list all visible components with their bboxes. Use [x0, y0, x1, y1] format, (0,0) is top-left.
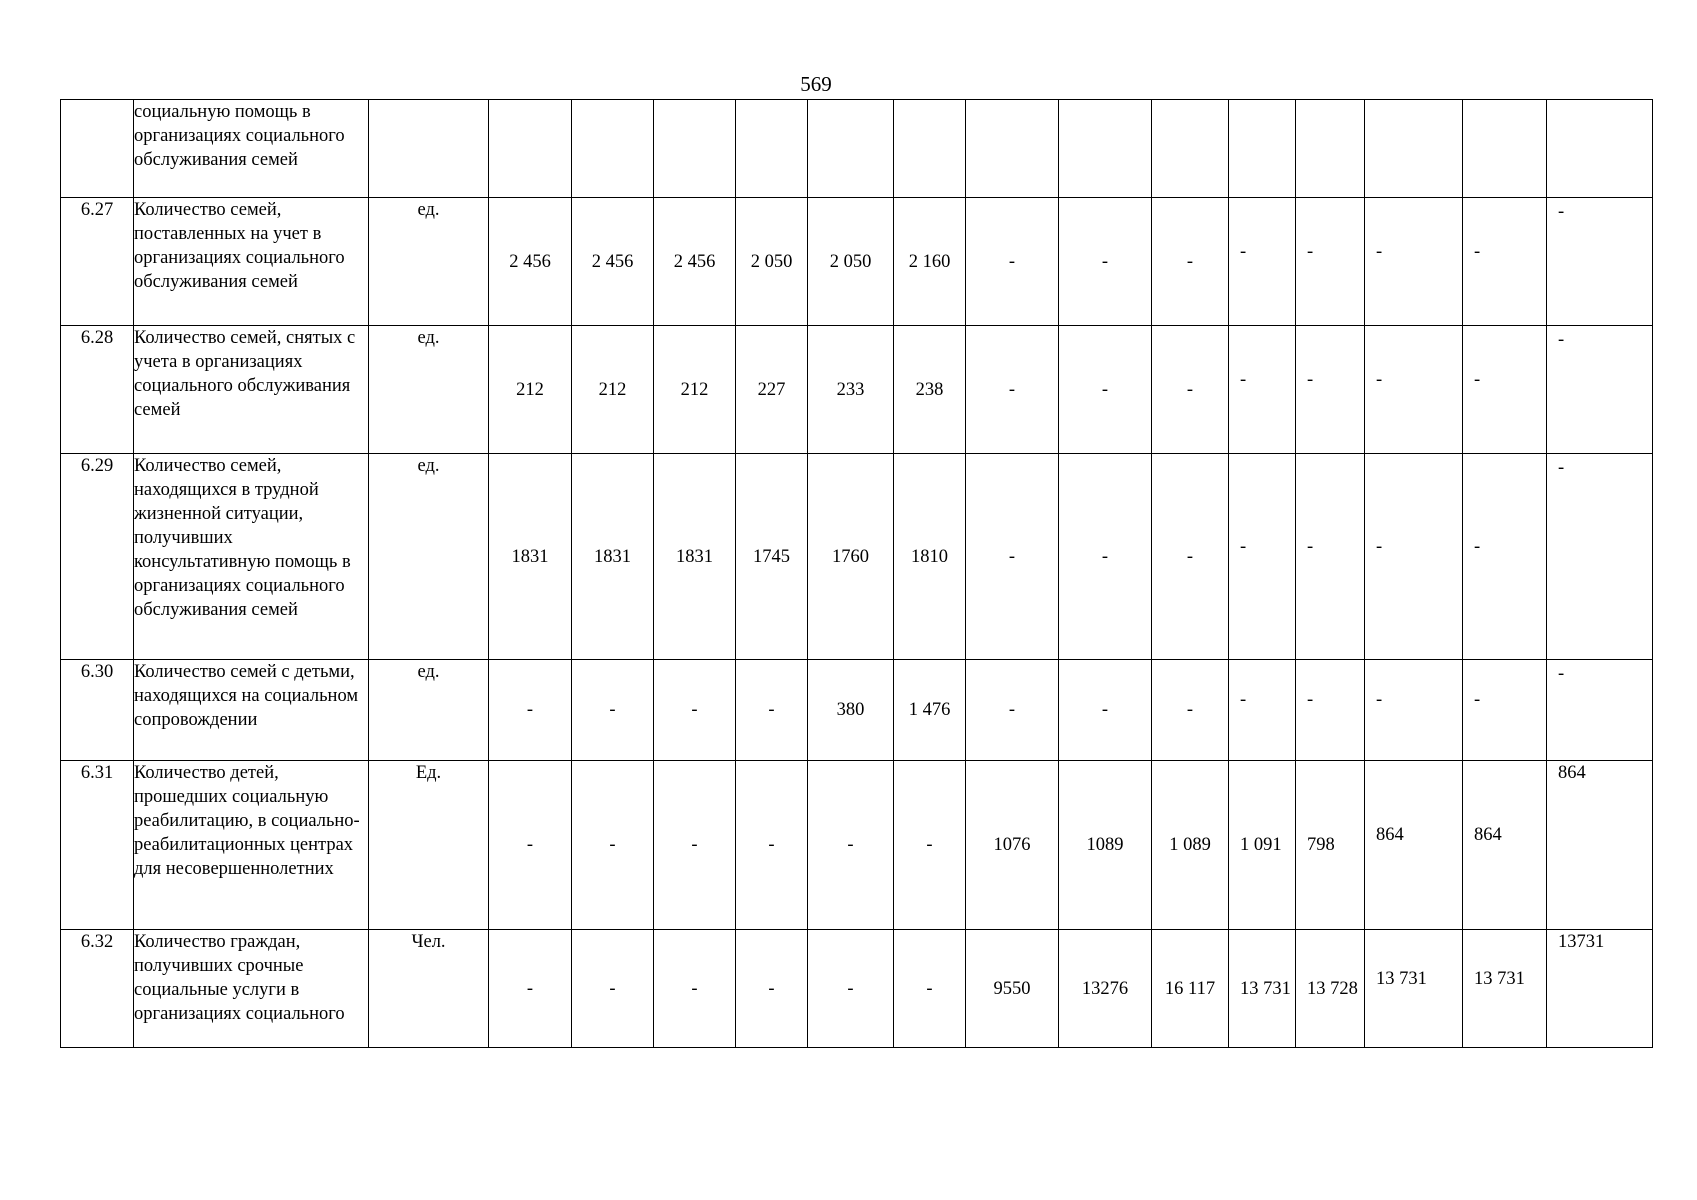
value-text: -: [1307, 536, 1314, 557]
value-cell: [654, 198, 736, 326]
indicator-name: Количество семей, поставленных на учет в организациях социального обслуживания семей: [134, 198, 369, 326]
value-text: 212: [598, 379, 627, 400]
value-cell: [1229, 326, 1296, 454]
value-cell: [654, 100, 736, 198]
value-text: -: [1376, 536, 1383, 557]
value-cell: [736, 100, 808, 198]
value-text: -: [609, 835, 616, 855]
value-cell: [572, 660, 654, 761]
table-row: [61, 660, 1653, 761]
value-text: 2 456: [673, 251, 716, 272]
value-text: -: [1008, 700, 1016, 720]
value-cell: [966, 761, 1059, 930]
value-cell: [1547, 454, 1653, 660]
value-text: -: [768, 978, 775, 999]
value-cell: [894, 930, 966, 1048]
value-text: -: [1101, 546, 1109, 567]
value-text: 1 476: [908, 700, 951, 720]
value-cell: [1463, 326, 1547, 454]
value-text: -: [1307, 690, 1314, 710]
value-text: 2 050: [750, 251, 793, 272]
value-text: -: [1376, 690, 1383, 710]
indicator-name: Количество семей, снятых с учета в организациях социального обслуживания семей: [134, 326, 369, 454]
table-row: [61, 326, 1653, 454]
value-cell: [1547, 930, 1653, 1048]
value-cell: [489, 454, 572, 660]
row-number: [61, 100, 134, 198]
value-text: -: [1558, 458, 1565, 478]
value-text: 13 731: [1474, 968, 1525, 989]
value-text: 864: [1474, 825, 1502, 845]
value-cell: [1229, 100, 1296, 198]
value-cell: [654, 660, 736, 761]
value-cell: [1296, 326, 1365, 454]
row-number: 6.29: [61, 454, 134, 660]
row-number: 6.30: [61, 660, 134, 761]
value-cell: [1152, 326, 1229, 454]
row-number: 6.27: [61, 198, 134, 326]
value-cell: [966, 454, 1059, 660]
unit-cell: ед.: [369, 454, 489, 660]
value-cell: [1547, 326, 1653, 454]
value-text: 2 456: [591, 251, 634, 272]
value-text: -: [1008, 251, 1016, 272]
unit-cell: [369, 100, 489, 198]
indicator-name: Количество семей с детьми, находящихся на социальном сопровождении: [134, 660, 369, 761]
value-text: -: [847, 835, 854, 855]
row-number: 6.32: [61, 930, 134, 1048]
value-text: -: [1186, 546, 1194, 567]
value-cell: [736, 660, 808, 761]
value-cell: [808, 454, 894, 660]
value-text: 1 089: [1169, 835, 1211, 855]
value-cell: [1059, 454, 1152, 660]
value-text: -: [1558, 330, 1565, 350]
unit-cell: Ед.: [369, 761, 489, 930]
value-cell: [894, 100, 966, 198]
value-text: -: [1008, 379, 1016, 400]
value-text: -: [1474, 369, 1481, 390]
value-cell: [1365, 930, 1463, 1048]
value-text: -: [1101, 251, 1109, 272]
value-text: 2 050: [829, 251, 872, 272]
indicator-name: Количество семей, находящихся в трудной жизненной ситуации, получивших консультативную помощь в организациях социального обслуживания семей: [134, 454, 369, 660]
value-cell: [1463, 198, 1547, 326]
value-cell: [736, 930, 808, 1048]
value-cell: [1463, 930, 1547, 1048]
value-cell: [1152, 930, 1229, 1048]
value-cell: [489, 100, 572, 198]
value-text: 238: [915, 379, 944, 400]
value-text: 13 731: [1376, 968, 1427, 989]
indicator-name: Количество граждан, получивших срочные социальные услуги в организациях социального: [134, 930, 369, 1048]
value-text: 13 731: [1240, 978, 1291, 999]
value-text: 16 117: [1164, 978, 1216, 999]
value-cell: [1059, 100, 1152, 198]
value-text: -: [1474, 241, 1481, 262]
value-text: -: [691, 835, 698, 855]
value-cell: [1229, 660, 1296, 761]
table-row: [61, 761, 1653, 930]
value-text: -: [768, 700, 775, 720]
value-cell: [1229, 930, 1296, 1048]
value-cell: [1296, 930, 1365, 1048]
value-cell: [1152, 454, 1229, 660]
table-row: [61, 454, 1653, 660]
value-text: -: [926, 835, 933, 855]
value-cell: [1059, 326, 1152, 454]
value-cell: [1296, 454, 1365, 660]
unit-cell: ед.: [369, 660, 489, 761]
value-text: 2 160: [908, 251, 951, 272]
value-text: 13276: [1081, 978, 1129, 999]
value-cell: [1059, 930, 1152, 1048]
value-cell: [489, 660, 572, 761]
value-cell: [1059, 761, 1152, 930]
value-cell: [894, 761, 966, 930]
value-cell: [894, 198, 966, 326]
value-text: -: [526, 835, 534, 855]
value-cell: [572, 930, 654, 1048]
value-cell: [966, 326, 1059, 454]
row-number: 6.31: [61, 761, 134, 930]
value-text: 1760: [832, 546, 869, 567]
value-cell: [572, 326, 654, 454]
value-cell: [572, 198, 654, 326]
value-text: -: [1240, 690, 1247, 710]
value-text: 798: [1307, 835, 1335, 855]
value-text: -: [1240, 241, 1247, 262]
value-text: -: [691, 978, 698, 999]
value-cell: [1229, 761, 1296, 930]
value-cell: [1152, 100, 1229, 198]
value-cell: [966, 100, 1059, 198]
value-cell: [808, 930, 894, 1048]
value-text: -: [768, 835, 775, 855]
value-text: 212: [680, 379, 709, 400]
value-text: -: [1307, 241, 1314, 262]
value-text: -: [1240, 536, 1247, 557]
unit-cell: ед.: [369, 198, 489, 326]
value-cell: [1152, 761, 1229, 930]
value-cell: [736, 198, 808, 326]
value-cell: [1463, 100, 1547, 198]
value-cell: [966, 930, 1059, 1048]
value-cell: [1229, 198, 1296, 326]
value-cell: [1296, 100, 1365, 198]
value-text: -: [526, 978, 534, 999]
value-cell: [808, 660, 894, 761]
value-cell: [1365, 761, 1463, 930]
value-text: 864: [1376, 825, 1404, 845]
value-cell: [572, 100, 654, 198]
value-cell: [654, 454, 736, 660]
value-cell: [572, 761, 654, 930]
value-text: 1 091: [1240, 835, 1282, 855]
value-cell: [808, 100, 894, 198]
value-text: -: [1376, 369, 1383, 390]
value-text: 1076: [993, 835, 1031, 855]
value-cell: [736, 761, 808, 930]
value-text: -: [1101, 379, 1109, 400]
value-text: 227: [757, 379, 786, 400]
value-cell: [654, 930, 736, 1048]
value-text: -: [1186, 379, 1194, 400]
page-number: 569: [800, 72, 832, 96]
value-cell: [736, 326, 808, 454]
value-text: 1831: [594, 546, 631, 567]
table-row: [61, 198, 1653, 326]
value-cell: [1463, 454, 1547, 660]
value-text: -: [609, 978, 616, 999]
value-cell: [1152, 198, 1229, 326]
value-cell: [1547, 198, 1653, 326]
indicator-name: социальную помощь в организациях социального обслуживания семей: [134, 100, 369, 198]
value-text: -: [691, 700, 698, 720]
value-text: -: [526, 700, 534, 720]
value-cell: [894, 660, 966, 761]
value-text: -: [1307, 369, 1314, 390]
value-text: -: [1186, 251, 1194, 272]
value-cell: [1463, 761, 1547, 930]
value-cell: [1547, 761, 1653, 930]
value-text: -: [1008, 546, 1016, 567]
value-cell: [1296, 660, 1365, 761]
row-number: 6.28: [61, 326, 134, 454]
value-cell: [1365, 326, 1463, 454]
value-text: 864: [1558, 763, 1586, 783]
value-cell: [808, 761, 894, 930]
value-text: 9550: [993, 978, 1031, 999]
value-text: -: [926, 978, 933, 999]
value-cell: [1152, 660, 1229, 761]
value-text: -: [1186, 700, 1194, 720]
value-cell: [1296, 198, 1365, 326]
value-text: 13731: [1558, 932, 1605, 952]
value-text: -: [1101, 700, 1109, 720]
value-cell: [1229, 454, 1296, 660]
value-text: -: [1474, 690, 1481, 710]
value-cell: [1365, 660, 1463, 761]
value-cell: [654, 761, 736, 930]
value-text: 13 728: [1307, 978, 1358, 999]
value-cell: [894, 326, 966, 454]
value-text: -: [847, 978, 854, 999]
value-text: 1831: [676, 546, 713, 567]
value-cell: [1463, 660, 1547, 761]
value-text: -: [1376, 241, 1383, 262]
value-cell: [489, 930, 572, 1048]
unit-cell: ед.: [369, 326, 489, 454]
value-cell: [1059, 198, 1152, 326]
value-cell: [966, 198, 1059, 326]
value-text: 1089: [1086, 835, 1124, 855]
value-cell: [1365, 454, 1463, 660]
value-cell: [489, 198, 572, 326]
value-text: -: [1558, 664, 1565, 684]
value-text: -: [1558, 202, 1565, 222]
value-cell: [1296, 761, 1365, 930]
value-cell: [489, 761, 572, 930]
value-cell: [489, 326, 572, 454]
value-cell: [894, 454, 966, 660]
value-text: -: [609, 700, 616, 720]
value-cell: [1365, 100, 1463, 198]
value-cell: [966, 660, 1059, 761]
indicator-table: [60, 99, 1653, 1048]
table-row: [61, 100, 1653, 198]
value-cell: [808, 198, 894, 326]
value-text: -: [1240, 369, 1247, 390]
value-cell: [808, 326, 894, 454]
value-cell: [1547, 660, 1653, 761]
value-text: -: [1474, 536, 1481, 557]
table-row: [61, 930, 1653, 1048]
value-cell: [1059, 660, 1152, 761]
value-text: 1745: [753, 546, 790, 567]
value-cell: [654, 326, 736, 454]
value-cell: [736, 454, 808, 660]
value-text: 380: [836, 700, 865, 720]
value-cell: [1547, 100, 1653, 198]
value-cell: [572, 454, 654, 660]
value-cell: [1365, 198, 1463, 326]
unit-cell: Чел.: [369, 930, 489, 1048]
indicator-name: Количество детей, прошедших социальную реабилитацию, в социально-реабилитационных центрах для несовершеннолетних: [134, 761, 369, 930]
value-text: 1831: [511, 546, 549, 567]
value-text: 233: [836, 379, 865, 400]
value-text: 1810: [911, 546, 948, 567]
value-text: 212: [516, 379, 544, 400]
value-text: 2 456: [509, 251, 551, 272]
